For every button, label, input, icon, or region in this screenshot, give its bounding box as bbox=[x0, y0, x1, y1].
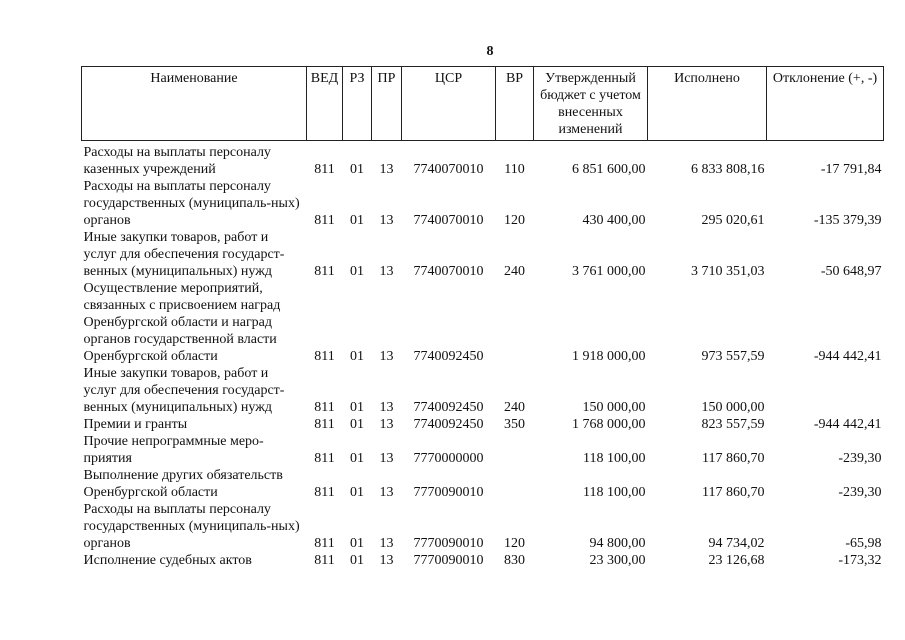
row-executed: 117 860,70 bbox=[702, 451, 765, 466]
row-budget: 150 000,00 bbox=[582, 400, 646, 415]
row-rz: 01 bbox=[350, 536, 364, 551]
row-deviation: -17 791,84 bbox=[820, 162, 882, 177]
header-name: Наименование bbox=[82, 67, 307, 141]
row-vr: 350 bbox=[504, 417, 525, 432]
row-rz: 01 bbox=[350, 400, 364, 415]
row-rz: 01 bbox=[350, 451, 364, 466]
header-csr: ЦСР bbox=[402, 67, 496, 141]
table-row bbox=[82, 178, 884, 229]
row-pr: 13 bbox=[379, 485, 394, 500]
row-vr: 240 bbox=[504, 264, 525, 279]
row-pr: 13 bbox=[379, 417, 394, 432]
row-pr: 13 bbox=[379, 213, 394, 228]
row-pr: 13 bbox=[379, 553, 394, 568]
row-csr: 7740092450 bbox=[413, 400, 484, 415]
header-rz: РЗ bbox=[343, 67, 372, 141]
row-budget: 23 300,00 bbox=[589, 553, 646, 568]
row-rz: 01 bbox=[350, 264, 364, 279]
row-name: Осуществление мероприятий, связанных с присвоением наград Оренбургской области и наград органов государственной власти Оренбургской области bbox=[83, 281, 281, 364]
row-name: Иные закупки товаров, работ и услуг для обеспечения государст-венных (муниципальных) нужд bbox=[83, 230, 285, 279]
table-row bbox=[82, 552, 884, 569]
row-csr: 7740092450 bbox=[413, 349, 484, 364]
table-row bbox=[82, 416, 884, 433]
header-pr: ПР bbox=[372, 67, 402, 141]
row-budget: 6 851 600,00 bbox=[572, 162, 646, 177]
row-pr: 13 bbox=[379, 400, 394, 415]
row-executed: 6 833 808,16 bbox=[691, 162, 765, 177]
row-budget: 94 800,00 bbox=[589, 536, 646, 551]
row-ved: 811 bbox=[314, 417, 335, 432]
header-executed: Исполнено bbox=[648, 67, 767, 141]
row-deviation: -135 379,39 bbox=[813, 213, 882, 228]
row-csr: 7770090010 bbox=[413, 553, 484, 568]
row-vr: 120 bbox=[504, 536, 525, 551]
table-row bbox=[82, 501, 884, 552]
row-pr: 13 bbox=[379, 162, 394, 177]
row-deviation: -944 442,41 bbox=[813, 417, 882, 432]
row-ved: 811 bbox=[314, 213, 335, 228]
row-rz: 01 bbox=[350, 553, 364, 568]
row-deviation: -239,30 bbox=[838, 451, 882, 466]
row-ved: 811 bbox=[314, 536, 335, 551]
row-name: Расходы на выплаты персоналу государственных (муниципаль-ных) органов bbox=[83, 502, 300, 551]
row-name: Прочие непрограммные меро-приятия bbox=[83, 434, 264, 466]
row-vr bbox=[496, 467, 534, 501]
row-executed: 23 126,68 bbox=[708, 553, 765, 568]
header-ved: ВЕД bbox=[307, 67, 343, 141]
table-row bbox=[82, 141, 884, 179]
row-executed: 295 020,61 bbox=[701, 213, 765, 228]
table-row bbox=[82, 280, 884, 365]
row-executed: 973 557,59 bbox=[701, 349, 765, 364]
row-pr: 13 bbox=[379, 264, 394, 279]
row-ved: 811 bbox=[314, 485, 335, 500]
table-row bbox=[82, 229, 884, 280]
row-budget: 1 768 000,00 bbox=[572, 417, 646, 432]
row-ved: 811 bbox=[314, 400, 335, 415]
row-csr: 7740070010 bbox=[413, 213, 484, 228]
row-name: Иные закупки товаров, работ и услуг для обеспечения государст-венных (муниципальных) нужд bbox=[83, 366, 285, 415]
row-name: Выполнение других обязательств Оренбургской области bbox=[83, 468, 283, 500]
row-executed: 150 000,00 bbox=[701, 400, 765, 415]
header-deviation: Отклонение (+, -) bbox=[767, 67, 884, 141]
row-deviation: -173,32 bbox=[838, 553, 882, 568]
table-row bbox=[82, 365, 884, 416]
row-name: Исполнение судебных актов bbox=[83, 553, 252, 568]
row-rz: 01 bbox=[350, 417, 364, 432]
row-csr: 7740092450 bbox=[413, 417, 484, 432]
row-budget: 430 400,00 bbox=[582, 213, 646, 228]
table-header-row bbox=[82, 67, 884, 141]
row-pr: 13 bbox=[379, 349, 394, 364]
row-deviation bbox=[767, 365, 884, 416]
header-budget: Утвержденный бюджет с учетом внесенных изменений bbox=[534, 67, 648, 141]
row-name: Расходы на выплаты персоналу казенных учреждений bbox=[83, 145, 271, 177]
table-row bbox=[82, 433, 884, 467]
row-csr: 7770090010 bbox=[413, 485, 484, 500]
row-vr: 830 bbox=[504, 553, 525, 568]
row-name: Расходы на выплаты персоналу государственных (муниципаль-ных) органов bbox=[83, 179, 300, 228]
row-vr: 110 bbox=[504, 162, 525, 177]
row-csr: 7770000000 bbox=[413, 451, 484, 466]
row-name: Премии и гранты bbox=[83, 417, 188, 432]
row-ved: 811 bbox=[314, 162, 335, 177]
row-deviation: -944 442,41 bbox=[813, 349, 882, 364]
row-pr: 13 bbox=[379, 451, 394, 466]
row-executed: 823 557,59 bbox=[701, 417, 765, 432]
page-number: 8 bbox=[486, 44, 494, 59]
row-rz: 01 bbox=[350, 162, 364, 177]
row-vr bbox=[496, 433, 534, 467]
row-executed: 94 734,02 bbox=[708, 536, 765, 551]
row-deviation: -239,30 bbox=[838, 485, 882, 500]
header-vr: ВР bbox=[496, 67, 534, 141]
row-budget: 1 918 000,00 bbox=[572, 349, 646, 364]
row-rz: 01 bbox=[350, 485, 364, 500]
row-budget: 118 100,00 bbox=[583, 485, 646, 500]
row-executed: 3 710 351,03 bbox=[691, 264, 765, 279]
budget-execution-table bbox=[81, 66, 884, 569]
row-deviation: -50 648,97 bbox=[820, 264, 882, 279]
row-ved: 811 bbox=[314, 349, 335, 364]
row-csr: 7740070010 bbox=[413, 162, 484, 177]
row-vr: 240 bbox=[504, 400, 525, 415]
row-executed: 117 860,70 bbox=[702, 485, 765, 500]
row-csr: 7770090010 bbox=[413, 536, 484, 551]
row-rz: 01 bbox=[350, 349, 364, 364]
row-budget: 118 100,00 bbox=[583, 451, 646, 466]
row-vr bbox=[496, 280, 534, 365]
row-ved: 811 bbox=[314, 553, 335, 568]
row-ved: 811 bbox=[314, 451, 335, 466]
row-deviation: -65,98 bbox=[845, 536, 882, 551]
row-pr: 13 bbox=[379, 536, 394, 551]
row-vr: 120 bbox=[504, 213, 525, 228]
row-rz: 01 bbox=[350, 213, 364, 228]
row-budget: 3 761 000,00 bbox=[572, 264, 646, 279]
row-ved: 811 bbox=[314, 264, 335, 279]
row-csr: 7740070010 bbox=[413, 264, 484, 279]
table-row bbox=[82, 467, 884, 501]
